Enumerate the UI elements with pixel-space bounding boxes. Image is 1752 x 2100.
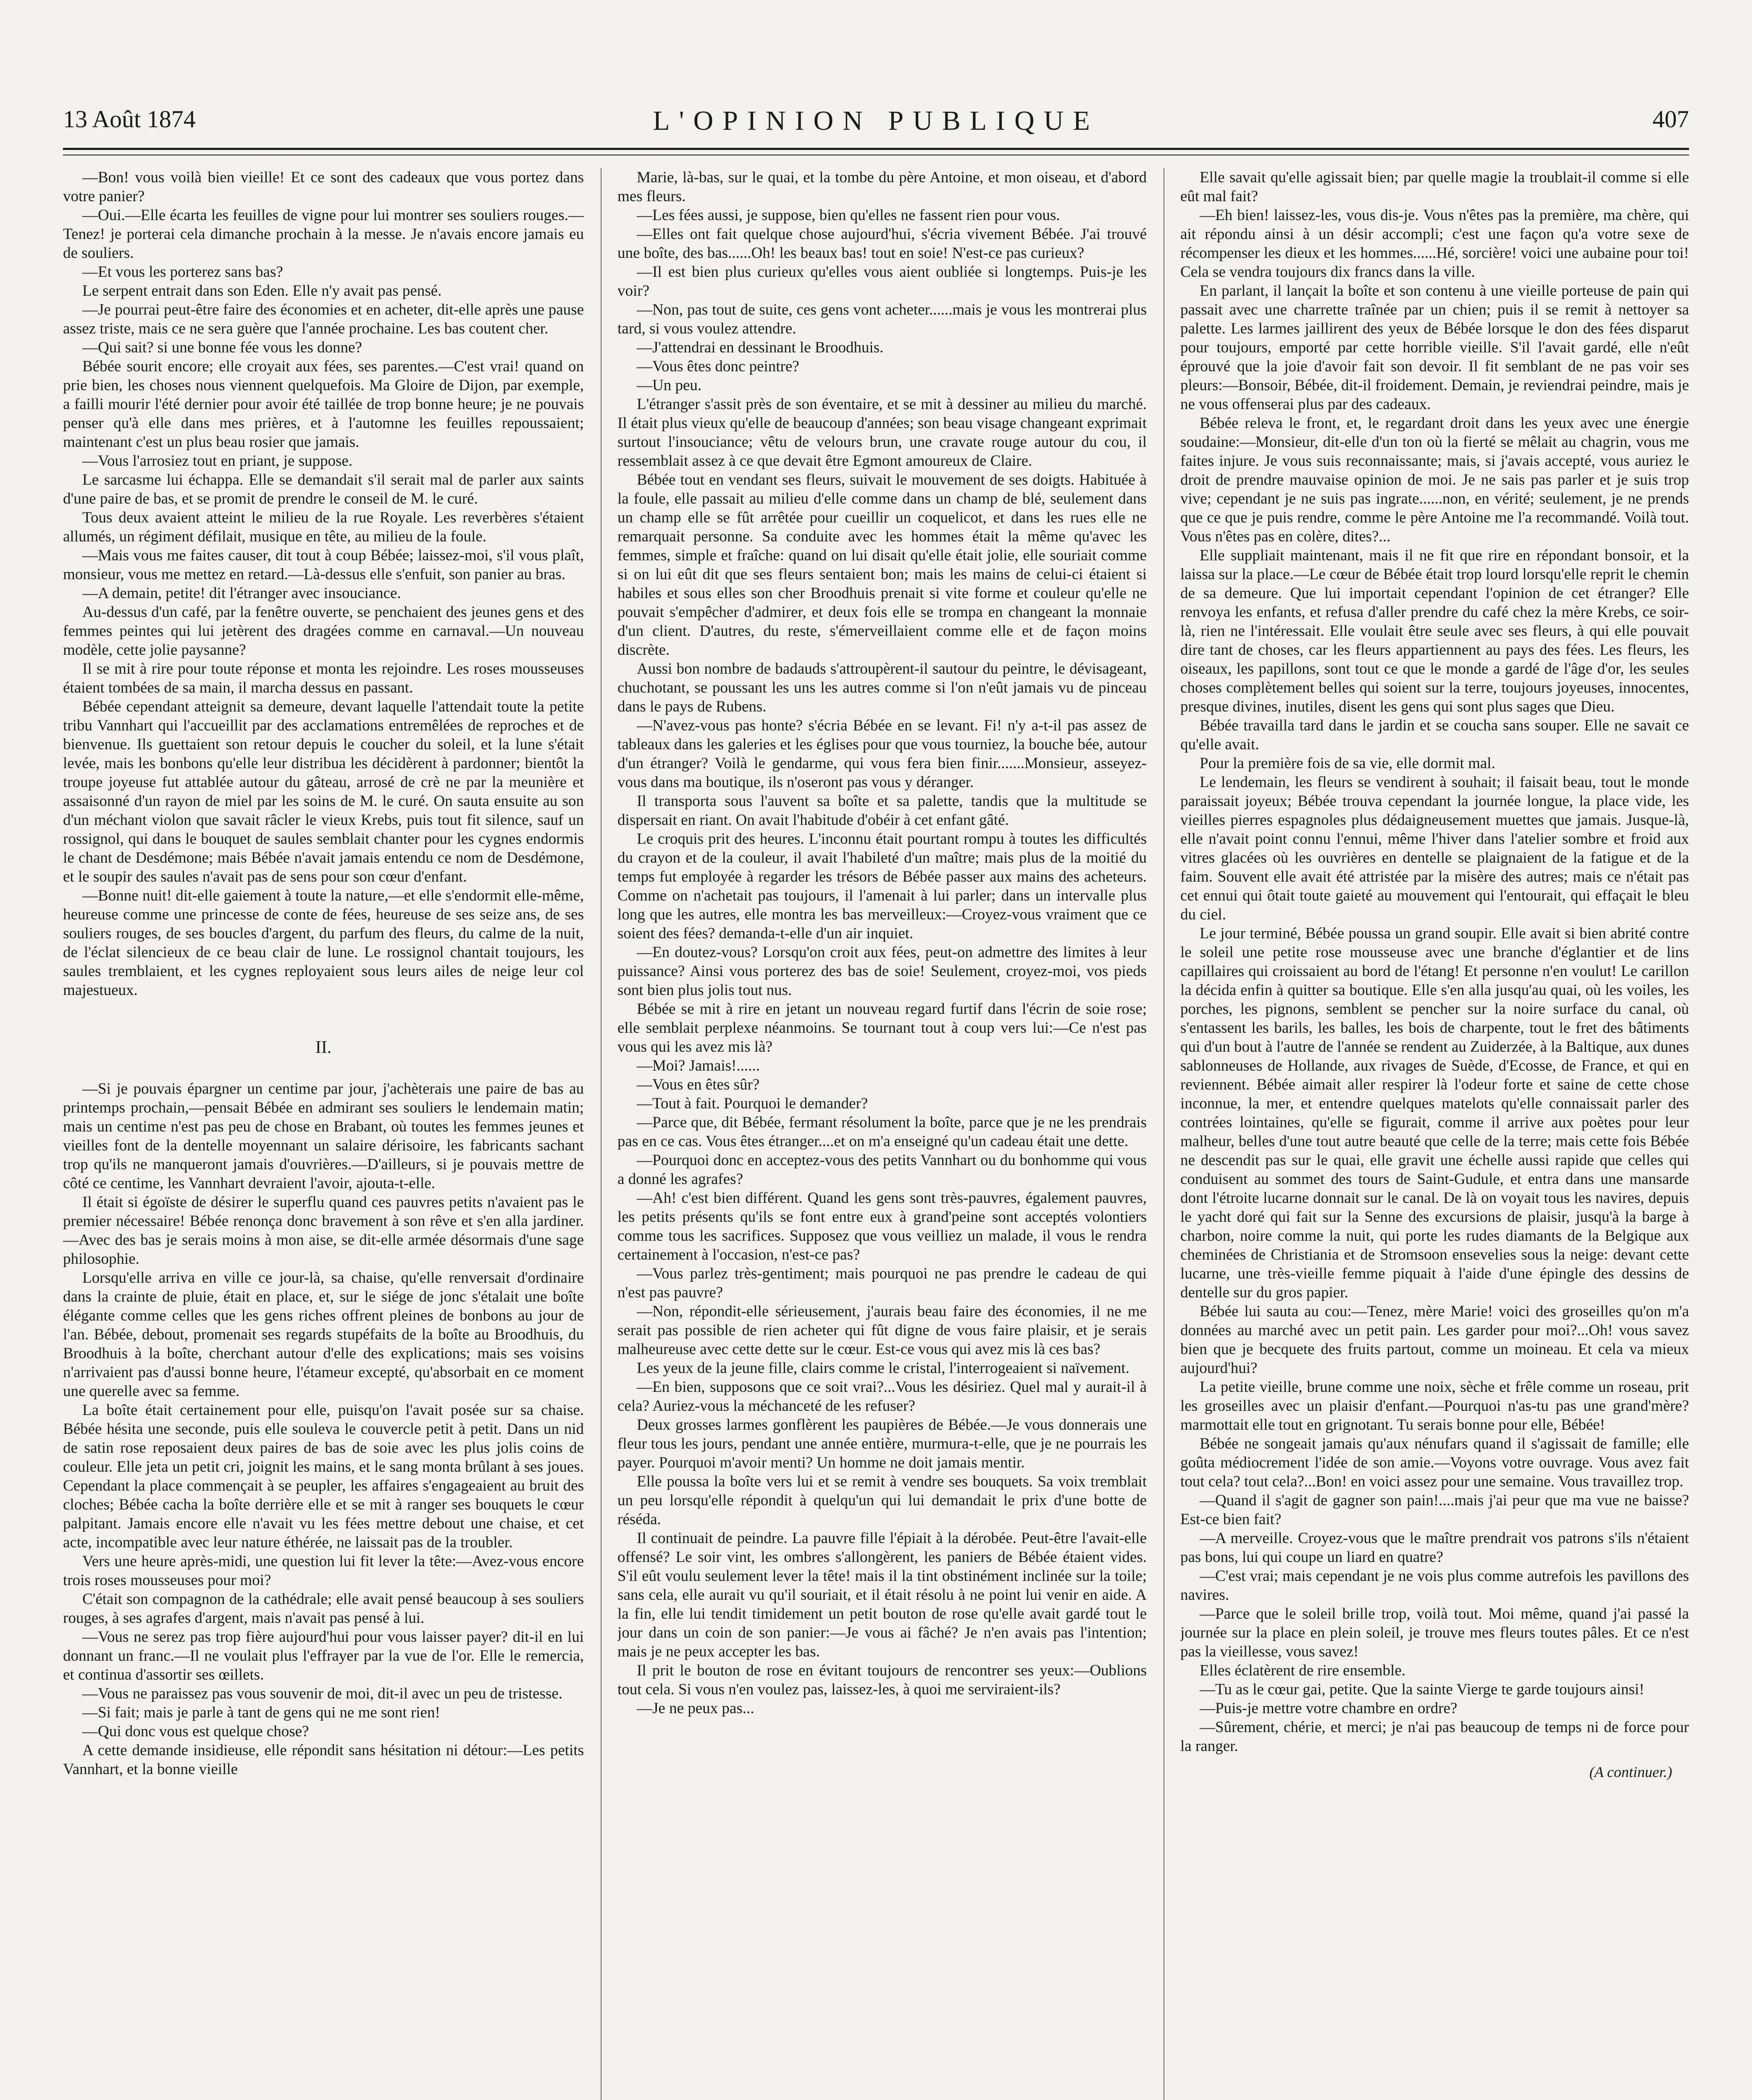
paragraph: —Vous ne serez pas trop fière aujourd'hui pour vous laisser payer? dit-il en lui donnant un franc.—Il ne voulait plus l'effrayer par la vue de l'or. Elle le remercia, et continua d'assortir ses œillets. — [63, 1628, 584, 1683]
column-1-part-1 — [63, 168, 584, 1000]
paragraph: Marie, là-bas, sur le quai, et la tombe du père Antoine, et mon oiseau, et d'abord mes fleurs. — [617, 169, 1147, 205]
paragraph: La boîte était certainement pour elle, puisqu'on l'avait posée sur sa chaise. Bébée hésita une seconde, puis elle souleva le couvercle petit à petit. Dans un nid de satin rose reposaient deux paires de bas de soie avec les plus jolis coins de couleur. Elle jeta un petit cri, joignit les mains, et le sang monta brûlant à ses joues. Cependant la place commençait à se peupler, les affaires s'engageaient au bruit des cloches; Bébée cacha la boîte derrière elle et se mit à ranger ses bouquets le cœur palpitant. Jamais encore elle n'avait vu les fées mettre debout une chaise, et cet acte, incompatible avec leur nature éthérée, ne laissait pas de la troubler. — [63, 1402, 584, 1551]
paragraph: —Qui sait? si une bonne fée vous les donne? — [82, 339, 362, 356]
paragraph: Pour la première fois de sa vie, elle dormit mal. — [1200, 755, 1495, 772]
section-heading: II. — [315, 1038, 332, 1057]
paragraph: En parlant, il lançait la boîte et son contenu à une vieille porteuse de pain qui passait avec une charrette traînée par un chien; puis il se remit à nettoyer sa palette. Les larmes jaillirent des yeux de Bébée lorsque le don des fées disparut pour toujours, emporté par cette horrible vieille. S'il l'avait gardé, elle n'eût éprouvé que la joie d'avoir fait son devoir. Il fit semblant de ne pas voir ses pleurs:—Bonsoir, Bébée, dit-il froidement. Demain, je reviendrai peindre, mais je ne vous offenserai plus par des cadeaux. — [1180, 282, 1689, 413]
article-columns — [63, 168, 1689, 2100]
issue-date: 13 Août 1874 — [63, 105, 196, 133]
paragraph: —Puis-je mettre votre chambre en ordre? — [1200, 1700, 1458, 1717]
paragraph: —Parce que le soleil brille trop, voilà tout. Moi même, quand j'ai passé la journée sur la place en plein soleil, je trouve mes fleurs toutes pâles. Et ce n'est pas la vieillesse, vous savez! — [1180, 1605, 1689, 1660]
header-rule-thick — [63, 148, 1689, 150]
paragraph: —Eh bien! laissez-les, vous dis-je. Vous n'êtes pas la première, ma chère, qui ait répondu ainsi à un désir accompli; c'est une façon qu'a votre sexe de récompenser les dieux et les hommes......Hé, sorcière! voici une aubaine pour toi! Cela se vendra toujours dix francs dans la ville. — [1180, 207, 1689, 281]
column-2-body — [617, 168, 1147, 1718]
paragraph: —Non, pas tout de suite, ces gens vont acheter......mais je vous les montrerai plus tard, si vous voulez attendre. — [617, 301, 1147, 337]
paragraph: Bébée travailla tard dans le jardin et se coucha sans souper. Elle ne savait ce qu'elle avait. — [1180, 717, 1689, 753]
paragraph: —Qui donc vous est quelque chose? — [82, 1723, 309, 1740]
paragraph: —Elles ont fait quelque chose aujourd'hui, s'écria vivement Bébée. J'ai trouvé une boîte, des bas......Oh! les beaux bas! tout en soie! N'est-ce pas curieux? — [617, 226, 1147, 262]
paragraph: —Ah! c'est bien différent. Quand les gens sont très-pauvres, également pauvres, les petits présents qu'ils se font entre eux à grand'peine sont acceptés volontiers comme tous les sacrifices. Supposez que vous veilliez un malade, il vous le rendra certainement à l'occasion, n'est-ce pas? — [617, 1189, 1147, 1263]
paragraph: —Il est bien plus curieux qu'elles vous aient oubliée si longtemps. Puis-je les voir? — [617, 263, 1147, 299]
paragraph: Aussi bon nombre de badauds s'attroupèrent-il sautour du peintre, le dévisageant, chuchotant, se poussant les uns les autres comme si l'on n'eût jamais vu de pinceau dans le pays de Rubens. — [617, 660, 1147, 715]
paragraph: C'était son compagnon de la cathédrale; elle avait pensé beaucoup à ses souliers rouges, à ses agrafes d'argent, mais n'avait pas pensé à lui. — [63, 1591, 584, 1627]
paragraph: —Mais vous me faites causer, dit tout à coup Bébée; laissez-moi, s'il vous plaît, monsieur, vous me mettez en retard.—Là-dessus elle s'enfuit, son panier au bras. — [63, 547, 584, 583]
page-number: 407 — [1652, 105, 1689, 133]
continuation-note: (A continuer.) — [1589, 1764, 1672, 1780]
column-3 — [1180, 168, 1689, 2100]
paragraph: Elle suppliait maintenant, mais il ne fit que rire en répondant bonsoir, et la laissa sur la place.—Le cœur de Bébée était trop lourd lorsqu'elle reprit le chemin de sa demeure. Que lui importait cependant l'opinion de cet étranger? Elle renvoya les enfants, et refusa d'aller prendre du café chez la mère Krebs, ce soir-là, rien ne l'intéressait. Elle voulait être seule avec ses fleurs, à qui elle pouvait dire tant de choses, car les fleurs appartiennent au pays des fées. Les fleurs, les oiseaux, les papillons, sont tout ce que le monde a gardé de l'âge d'or, les seules choses complètement belles qui soient sur la terre, toujours joyeuses, innocentes, presque divines, inutiles, disent les gens qui sont plus sages que Dieu. — [1180, 547, 1689, 715]
masthead-title: L'OPINION PUBLIQUE — [653, 105, 1099, 136]
paragraph: —Non, répondit-elle sérieusement, j'aurais beau faire des économies, il ne me serait pas possible de rien acheter qui fût digne de vous faire plaisir, et je serais malheureuse avec cette dette sur le cœur. Est-ce vous qui avez mis là ces bas? — [617, 1303, 1147, 1358]
paragraph: —Tout à fait. Pourquoi le demander? — [637, 1095, 868, 1112]
paragraph: Elle poussa la boîte vers lui et se remit à vendre ses bouquets. Sa voix tremblait un peu lorsqu'elle répondit à quelqu'un qui lui demandait le prix d'une botte de réséda. — [617, 1473, 1147, 1528]
paragraph: —Vous en êtes sûr? — [637, 1076, 760, 1093]
paragraph: Vers une heure après-midi, une question lui fit lever la tête:—Avez-vous encore trois roses mousseuses pour moi? — [63, 1553, 584, 1589]
paragraph: Au-dessus d'un café, par la fenêtre ouverte, se penchaient des jeunes gens et des femmes peintes qui lui jetèrent des dragées comme en carnaval.—Un nouveau modèle, cette jolie paysanne? — [63, 604, 584, 659]
page-header — [63, 105, 1689, 151]
paragraph: Le jour terminé, Bébée poussa un grand soupir. Elle avait si bien abrité contre le soleil une petite rose mousseuse avec une branche d'églantier et de lins capillaires qui croissaient au bord de l'étang! Et personne n'en voulut! Le carillon la décida enfin à quitter sa boutique. Elle s'en alla jusqu'au quai, où les voiles, les porches, les pignons, semblent se pencher sur la noire surface du canal, où s'entassent les barils, les balles, les bois de charpente, tout le fret des bâtiments qui d'un bout à l'autre de l'année se rendent au Zuiderzée, à la Baltique, aux dunes sablonneuses de Hollande, aux rivages de Suède, d'Ecosse, de France, et qui en reviennent. Bébée aimait aller respirer là l'odeur forte et saine de cette chose inconnue, la mer, et entendre quelques matelots qu'elle connaissait parler des contrées lointaines, qu'elle se figurait, comme il arrive aux poètes pour leur malheur, belles d'une tout autre beauté que celle de la terre; mais cette fois Bébée ne descendit pas sur le quai, elle gravit une échelle aussi rapide que celles qui conduisent au sommet des tours de Saint-Gudule, et entra dans une mansarde dont l'étroite lucarne donnait sur le canal. De là on voyait tous les navires, depuis le yacht doré qui fait sur la Senne des excursions de plaisir, jusqu'à la barge à charbon, noire comme la nuit, qui porte les rudes diamants de la Belgique aux cheminées de Christiania et de Stromsoon ensevelies sous la neige: devant cette lucarne, une très-vieille femme piquait à l'aide d'une épingle des dessins de dentelle sur du gros papier. — [1180, 925, 1689, 1301]
column-2 — [617, 168, 1147, 2100]
column-1 — [63, 168, 584, 2100]
paragraph: —Oui.—Elle écarta les feuilles de vigne pour lui montrer ses souliers rouges.—Tenez! je porterai cela dimanche prochain à la messe. Je n'avais encore jamais eu de souliers. — [63, 207, 584, 262]
paragraph: —C'est vrai; mais cependant je ne vois plus comme autrefois les pavillons des navires. — [1180, 1567, 1689, 1604]
paragraph: —J'attendrai en dessinant le Broodhuis. — [637, 339, 884, 356]
paragraph: Deux grosses larmes gonflèrent les paupières de Bébée.—Je vous donnerais une fleur tous les jours, pendant une année entière, murmura-t-elle, que je ne pourrais les payer. Pourquoi m'avoir menti? Un homme ne doit jamais mentir. — [617, 1416, 1147, 1471]
paragraph: —Vous l'arrosiez tout en priant, je suppose. — [82, 452, 353, 470]
paragraph: Bébée se mit à rire en jetant un nouveau regard furtif dans l'écrin de soie rose; elle semblait perplexe néanmoins. Se tournant tout à coup vers lui:—Ce n'est pas vous qui les avez mis là? — [617, 1000, 1147, 1055]
paragraph: —Un peu. — [637, 377, 702, 394]
paragraph: Tous deux avaient atteint le milieu de la rue Royale. Les reverbères s'étaient allumés, un régiment défilait, musique en tête, au milieu de la foule. — [63, 509, 584, 545]
paragraph: —Vous parlez très-gentiment; mais pourquoi ne pas prendre le cadeau de qui n'est pas pauvre? — [617, 1265, 1147, 1301]
paragraph: —Les fées aussi, je suppose, bien qu'elles ne fassent rien pour vous. — [637, 207, 1060, 224]
paragraph: Elle savait qu'elle agissait bien; par quelle magie la troublait-il comme si elle eût mal fait? — [1180, 169, 1689, 205]
paragraph: —A demain, petite! dit l'étranger avec insouciance. — [82, 585, 401, 602]
paragraph: —Si je pouvais épargner un centime par jour, j'achèterais une paire de bas au printemps prochain,—pensait Bébée en admirant ses souliers le lendemain matin; mais un centime n'est pas peu de chose en Brabant, où toutes les femmes jeunes et vieilles font de la dentelle moyennant un salaire dérisoire, les fabricants sachant trop qu'ils ne manqueront jamais d'ouvrières.—D'ailleurs, si je pouvais mettre de côté ce centime, les Vannhart devraient l'avoir, ajouta-t-elle. — [63, 1080, 584, 1192]
paragraph: —A merveille. Croyez-vous que le maître prendrait vos patrons s'ils n'étaient pas bons, lui qui coupe un liard en quatre? — [1180, 1530, 1689, 1566]
column-1-part-2 — [63, 1079, 584, 1779]
paragraph: Il se mit à rire pour toute réponse et monta les rejoindre. Les roses mousseuses étaient tombées de sa main, il marcha dessus en passant. — [63, 660, 584, 696]
paragraph: —Moi? Jamais!...... — [637, 1057, 760, 1074]
paragraph: —Bonne nuit! dit-elle gaiement à toute la nature,—et elle s'endormit elle-même, heureuse comme une princesse de conte de fées, heureuse de ses seize ans, de ses souliers rouges, de ses boucles d'argent, du parfum des fleurs, du calme de la nuit, de l'éclat silencieux de ce beau clair de lune. Le rossignol chantait toujours, les saules tremblaient, et les cygnes reployaient sous leurs ailes de neige leur col majestueux. — [63, 887, 584, 999]
paragraph: —Pourquoi donc en acceptez-vous des petits Vannhart ou du bonhomme qui vous a donné les agrafes? — [617, 1152, 1147, 1188]
paragraph: Bébée releva le front, et, le regardant droit dans les yeux avec une énergie soudaine:—Monsieur, dit-elle d'un ton où la fierté se mêlait au chagrin, vous me faites injure. Je vous suis reconnaissante; mais, si j'avais accepté, vous auriez le droit de prendre mauvaise opinion de moi. Je ne sais pas parler et je suis trop vive; cependant je ne suis pas ingrate......non, en vérité; seulement, je ne prends que ce que je puis rendre, comme le père Antoine me l'a recommandé. Voilà tout. Vous n'êtes pas en colère, dites?... — [1180, 415, 1689, 545]
paragraph: Il prit le bouton de rose en évitant toujours de rencontrer ses yeux:—Oublions tout cela. Si vous n'en voulez pas, laissez-les, à quoi me serviraient-ils? — [617, 1662, 1147, 1698]
paragraph: Les yeux de la jeune fille, clairs comme le cristal, l'interrogeaient si naïvement. — [637, 1360, 1129, 1377]
paragraph: Le serpent entrait dans son Eden. Elle n'y avait pas pensé. — [82, 282, 442, 299]
paragraph: Le croquis prit des heures. L'inconnu était pourtant rompu à toutes les difficultés du crayon et de la couleur, il avait l'habileté d'un maître; mais plus de la moitié du temps fut employée à regarder les trésors de Bébée passer aux mains des acheteurs. Comme on n'achetait pas toujours, il l'amenait à lui parler; dans un intervalle plus long que les autres, elle montra les bas merveilleux:—Croyez-vous vraiment que ce soient des fées? demanda-t-elle d'un air inquiet. — [617, 830, 1147, 942]
paragraph: —Je ne peux pas... — [637, 1700, 754, 1717]
paragraph: Il transporta sous l'auvent sa boîte et sa palette, tandis que la multitude se dispersait en riant. On avait l'habitude d'obéir à cet enfant gâté. — [617, 793, 1147, 829]
paragraph: Le sarcasme lui échappa. Elle se demandait s'il serait mal de parler aux saints d'une paire de bas, et se promit de prendre le conseil de M. le curé. — [63, 471, 584, 507]
paragraph: —Quand il s'agit de gagner son pain!....mais j'ai peur que ma vue ne baisse? Est-ce bien fait? — [1180, 1492, 1689, 1528]
paragraph: —En doutez-vous? Lorsqu'on croit aux fées, peut-on admettre des limites à leur puissance? Ainsi vous porterez des bas de soie! Seulement, croyez-moi, vos pieds sont bien plus jolis tout nus. — [617, 944, 1147, 999]
paragraph: —Parce que, dit Bébée, fermant résolument la boîte, parce que je ne les prendrais pas en ce cas. Vous êtes étranger....et on m'a enseigné qu'un cadeau était une dette. — [617, 1114, 1147, 1150]
paragraph: —Et vous les porterez sans bas? — [82, 263, 283, 281]
paragraph: Bébée lui sauta au cou:—Tenez, mère Marie! voici des groseilles qu'on m'a données au marché avec un petit pain. Les garder pour moi?...Oh! vous savez bien que je becquete des fruits partout, comme un moineau. Et cela va mieux aujourd'hui? — [1180, 1303, 1689, 1377]
paragraph: Le lendemain, les fleurs se vendirent à souhait; il faisait beau, tout le monde paraissait joyeux; Bébée trouva cependant la journée longue, la place vide, les vieilles pierres espagnoles plus dédaigneusement muettes que jamais. Jusque-là, elle n'avait point connu l'ennui, même l'hiver dans l'atelier sombre et froid aux vitres glacées où les ouvrières en dentelle se plaignaient de la fatigue et de la faim. Souvent elle avait été attristée par la misère des autres; mais ce n'était pas cet ennui qui ôtait toute gaieté au mouvement qui l'entourait, qui effaçait le bleu du ciel. — [1180, 774, 1689, 923]
paragraph: La petite vieille, brune comme une noix, sèche et frêle comme un roseau, prit les groseilles avec un plaisir d'enfant.—Pourquoi n'as-tu pas une grand'mère? marmottait elle tout en grignotant. Tu serais bonne pour elle, Bébée! — [1180, 1378, 1689, 1433]
paragraph: —Je pourrai peut-être faire des économies et en acheter, dit-elle après une pause assez triste, mais ce ne sera guère que l'année prochaine. Les bas coutent cher. — [63, 301, 584, 337]
paragraph: —Bon! vous voilà bien vieille! Et ce sont des cadeaux que vous portez dans votre panier? — [63, 169, 584, 205]
paragraph: Il continuait de peindre. La pauvre fille l'épiait à la dérobée. Peut-être l'avait-elle offensé? Le soir vint, les ombres s'allongèrent, les paniers de Bébée étaient vides. S'il eût voulu seulement lever la tête! mais il la tint obstinément inclinée sur la toile; sans cela, elle aurait vu qu'il souriait, et il était résolu à ne point lui venir en aide. A la fin, elle lui tendit timidement un petit bouton de rose qu'elle avait gardé tout le jour dans un coin de son panier:—Je vous ai fâché? Je n'en avais pas l'intention; mais je ne peux accepter les bas. — [617, 1530, 1147, 1660]
paragraph: Lorsqu'elle arriva en ville ce jour-là, sa chaise, qu'elle renversait d'ordinaire dans la crainte de pluie, était en place, et, sur le siége de jonc s'étalait une boîte élégante comme celles que les gens riches offrent pleines de bonbons au jour de l'an. Bébée, debout, promenait ses regards stupéfaits de la boîte au Broodhuis, du Broodhuis à la boîte, cherchant autour d'elle des explications; mais ses voisins n'arrivaient pas d'aussi bonne heure, l'étameur excepté, qu'absorbait en ce moment une querelle avec sa femme. — [63, 1269, 584, 1400]
column-3-body — [1180, 168, 1689, 1756]
paragraph: Bébée tout en vendant ses fleurs, suivait le mouvement de ses doigts. Habituée à la foule, elle passait au milieu d'elle comme dans un champ de blé, seulement dans un champ elle se fût arrêtée pour cueillir un coquelicot, et dans les rues elle ne remarquait personne. Sa conduite avec les hommes était la même qu'avec les femmes, simple et fraîche: quand on lui disait qu'elle était jolie, elle souriait comme si on lui eût dit que ses fleurs sentaient bon; mais les mains de celui-ci étaient si habiles et sous elles son cher Broodhuis prenait si vite forme et couleur qu'elle ne pouvait s'empêcher d'admirer, et deux fois elle se trompa en changeant la monnaie d'un client. D'autres, du reste, s'émerveillaient comme elle et de façon moins discrète. — [617, 471, 1147, 659]
paragraph: —Si fait; mais je parle à tant de gens qui ne me sont rien! — [82, 1704, 440, 1721]
paragraph: —Vous ne paraissez pas vous souvenir de moi, dit-il avec un peu de tristesse. — [82, 1685, 562, 1702]
paragraph: —En bien, supposons que ce soit vrai?...Vous les désiriez. Quel mal y aurait-il à cela? Auriez-vous la méchanceté de les refuser? — [617, 1378, 1147, 1415]
paragraph: —Sûrement, chérie, et merci; je n'ai pas beaucoup de temps ni de force pour la ranger. — [1180, 1719, 1689, 1755]
column-divider — [601, 168, 602, 2100]
paragraph: —Vous êtes donc peintre? — [637, 358, 799, 375]
paragraph: A cette demande insidieuse, elle répondit sans hésitation ni détour:—Les petits Vannhart, et la bonne vieille — [63, 1742, 584, 1778]
paragraph: Il était si égoïste de désirer le superflu quand ces pauvres petits n'avaient pas le premier nécessaire! Bébée renonça donc bravement à son rêve et s'en alla jardiner.—Avec des bas je serais moins à mon aise, se dit-elle armée désormais d'une sage philosophie. — [63, 1194, 584, 1268]
paragraph: Bébée cependant atteignit sa demeure, devant laquelle l'attendait toute la petite tribu Vannhart qui l'accueillit par des acclamations entremêlées de reproches et de bienvenue. Ils guettaient son retour depuis le coucher du soleil, et la lune s'était levée, mais les bonbons qu'elle leur distribua les décidèrent à pardonner; bientôt la troupe joyeuse fut attablée autour du gâteau, arrosé de crè ne par la meunière et assaisonné d'un rayon de miel par les soins de M. le curé. On sauta ensuite au son d'un méchant violon que savait râcler le vieux Krebs, puis tout fit silence, sauf un rossignol, qui dans le bouquet de saules semblait chanter pour les cygnes endormis le chant de Desdémone; mais Bébée n'avait jamais entendu ce nom de Desdémone, et le soupir des saules n'avait pas de sens pour son cœur d'enfant. — [63, 698, 584, 885]
paragraph: —Tu as le cœur gai, petite. Que la sainte Vierge te garde toujours ainsi! — [1200, 1681, 1644, 1698]
paragraph: Bébée ne songeait jamais qu'aux nénufars quand il s'agissait de famille; elle goûta médiocrement l'idée de son amie.—Voyons votre ouvrage. Vous avez fait tout cela? tout cela?...Bon! en voici assez pour une semaine. Vous travaillez trop. — [1180, 1435, 1689, 1490]
paragraph: Elles éclatèrent de rire ensemble. — [1200, 1662, 1405, 1679]
paragraph: L'étranger s'assit près de son éventaire, et se mit à dessiner au milieu du marché. Il était plus vieux qu'elle de beaucoup d'années; son beau visage changeant exprimait surtout l'insouciance; vêtu de velours brun, une cravate rouge autour du cou, il ressemblait assez à ce que devait être Egmont amoureux de Claire. — [617, 396, 1147, 470]
paragraph: —N'avez-vous pas honte? s'écria Bébée en se levant. Fi! n'y a-t-il pas assez de tableaux dans les galeries et les églises pour que vous tourniez, la bouche bée, autour d'un étranger? Voilà le gendarme, qui vous fera bien finir.......Monsieur, asseyez-vous dans ma boutique, ils n'oseront pas vous y déranger. — [617, 717, 1147, 791]
paragraph: Bébée sourit encore; elle croyait aux fées, ses parentes.—C'est vrai! quand on prie bien, les choses nous viennent quelquefois. Ma Gloire de Dijon, par exemple, a failli mourir l'été dernier pour avoir été taillée de trop bonne heure; je ne pouvais penser qu'à elle dans mes prières, et à l'automne les feuilles repoussaient; maintenant c'est un plus beau rosier que jamais. — [63, 358, 584, 451]
